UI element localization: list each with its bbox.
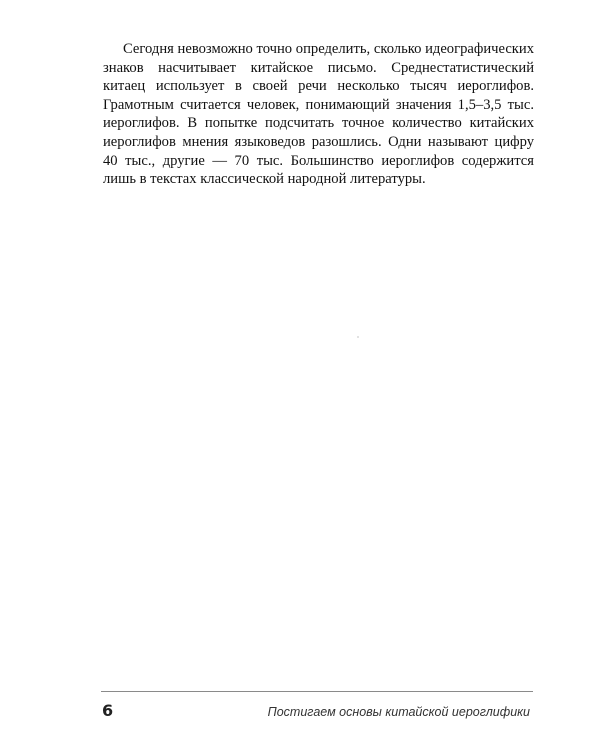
running-title: Постигаем основы китайской иероглифики — [267, 705, 530, 719]
body-paragraph: Сегодня невозможно точно определить, сколько идеографических знаков насчитывает китайское письмо. Среднестатистический китаец использует в своей речи несколько тысяч иероглифов. Грамотным считается человек, понимающий значения 1,5–3,5 тыс. иероглифов. В попытке подсчитать точное количество китайских иероглифов мнения языковедов разошлись. Одни называют цифру 40 тыс., другие — 70 тыс. Большинство иероглифов содержится лишь в текстах классической народной литературы. — [103, 41, 534, 188]
scan-speck — [357, 336, 359, 338]
page-number: 6 — [102, 701, 114, 720]
footer-divider — [101, 691, 533, 692]
